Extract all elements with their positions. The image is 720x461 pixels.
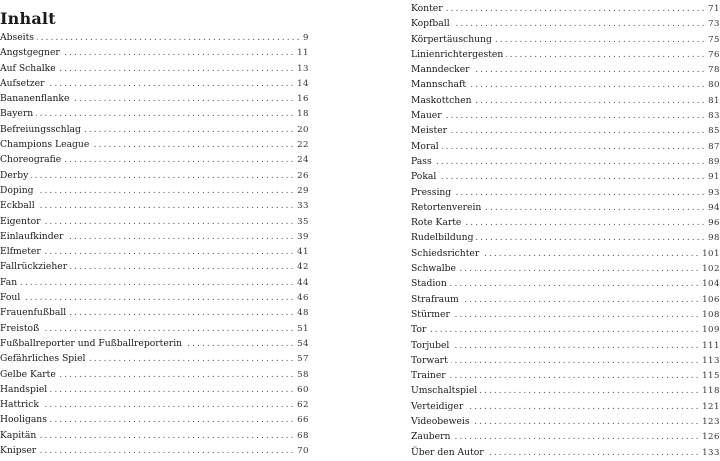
dot-leader: [506, 48, 704, 63]
toc-entry-title: Bayern: [0, 108, 34, 120]
dot-leader: [450, 124, 704, 139]
toc-entry-page-number: 51: [297, 323, 309, 334]
dot-leader: [38, 199, 293, 214]
dot-leader: [475, 94, 705, 109]
dot-leader: [20, 276, 293, 291]
toc-entry-title: Angstgegner: [0, 47, 60, 59]
toc-entry[interactable]: [0, 45, 309, 60]
toc-entry-page-number: 81: [708, 95, 720, 106]
toc-entry-page-number: 126: [702, 432, 720, 443]
toc-entry-title: Hooligans: [0, 414, 47, 426]
toc-entry-title: Rote Karte: [411, 217, 462, 229]
toc-entry-title: Fan: [0, 276, 18, 288]
toc-entry-page-number: 85: [708, 126, 720, 137]
toc-entry[interactable]: [411, 399, 720, 414]
dot-leader: [23, 291, 293, 306]
toc-entry[interactable]: [411, 414, 720, 429]
dot-leader: [442, 140, 704, 155]
toc-entry[interactable]: [411, 47, 720, 62]
dot-leader: [37, 184, 294, 199]
toc-entry[interactable]: [411, 230, 720, 245]
toc-entry-title: Choreografie: [0, 154, 62, 166]
dot-leader: [480, 384, 698, 399]
toc-entry-title: Torjubel: [411, 339, 450, 351]
toc-entry-title: Befreiungsschlag: [0, 123, 81, 135]
toc-entry[interactable]: [0, 106, 309, 121]
dot-leader: [70, 260, 293, 275]
dot-leader: [450, 277, 698, 292]
toc-entry-page-number: 24: [297, 155, 309, 166]
toc-entry-page-number: 78: [708, 65, 720, 76]
toc-entry[interactable]: [0, 412, 309, 427]
toc-entry[interactable]: [411, 1, 720, 16]
dot-leader: [50, 413, 293, 428]
toc-entry-title: Torwart: [411, 354, 448, 366]
toc-entry[interactable]: [411, 322, 720, 337]
toc-entry-title: Foul: [0, 292, 21, 304]
toc-entry-page-number: 13: [297, 63, 309, 74]
toc-entry[interactable]: [411, 338, 720, 353]
toc-entry-title: Eckball: [0, 200, 35, 212]
toc-entry-title: Retortenverein: [411, 201, 482, 213]
toc-entry-page-number: 91: [708, 172, 720, 183]
toc-entry-page-number: 108: [702, 309, 720, 320]
toc-entry-page-number: 9: [303, 33, 309, 43]
toc-entry[interactable]: [0, 61, 309, 76]
toc-entry-title: Tor: [411, 324, 427, 336]
toc-entry-page-number: 70: [297, 446, 309, 457]
toc-entry-title: Linienrichtergesten: [411, 48, 504, 60]
toc-entry[interactable]: [0, 382, 309, 397]
toc-entry-title: Frauenfußball: [0, 307, 67, 319]
dot-leader: [69, 306, 293, 321]
toc-entry[interactable]: [0, 351, 309, 366]
toc-entry-title: Bananenflanke: [0, 93, 70, 105]
toc-entry[interactable]: [411, 368, 720, 383]
toc-entry[interactable]: [0, 183, 309, 198]
toc-entry-page-number: 113: [702, 355, 720, 366]
dot-leader: [495, 33, 704, 48]
dot-leader: [64, 153, 293, 168]
toc-entry[interactable]: [411, 108, 720, 123]
toc-entry[interactable]: [411, 292, 720, 307]
toc-entry[interactable]: [411, 77, 720, 92]
toc-entry-page-number: 42: [297, 262, 309, 273]
toc-entry-title: Eigentor: [0, 215, 41, 227]
dot-leader: [445, 109, 704, 124]
toc-entry-page-number: 75: [708, 34, 720, 45]
dot-leader: [459, 262, 698, 277]
toc-entry-page-number: 106: [702, 294, 720, 305]
toc-entry[interactable]: [0, 336, 309, 351]
toc-column-left: [0, 30, 309, 458]
toc-entry-title: Moral: [411, 140, 439, 152]
dot-leader: [66, 230, 293, 245]
dot-leader: [454, 186, 704, 201]
dot-leader: [42, 398, 293, 413]
toc-entry-page-number: 80: [708, 80, 720, 91]
toc-entry-page-number: 54: [297, 338, 309, 349]
toc-entry-page-number: 33: [297, 201, 309, 212]
toc-entry[interactable]: [0, 152, 309, 167]
toc-entry-title: Schiedsrichter: [411, 247, 480, 259]
toc-entry-page-number: 48: [297, 308, 309, 319]
toc-entry[interactable]: [411, 246, 720, 261]
toc-entry-page-number: 93: [708, 187, 720, 198]
toc-entry-page-number: 39: [297, 231, 309, 242]
dot-leader: [452, 339, 698, 354]
toc-entry-page-number: 133: [702, 447, 720, 458]
toc-entry[interactable]: [0, 91, 309, 106]
toc-entry-page-number: 68: [297, 430, 309, 441]
dot-leader: [47, 77, 293, 92]
toc-entry[interactable]: [411, 383, 720, 398]
toc-entry-title: Mauer: [411, 110, 442, 122]
dot-leader: [185, 337, 293, 352]
toc-entry-page-number: 18: [297, 109, 309, 120]
toc-entry-title: Einlaufkinder: [0, 230, 64, 242]
dot-leader: [44, 245, 293, 260]
toc-entry-page-number: 123: [702, 417, 720, 428]
toc-entry-title: Handspiel: [0, 383, 48, 395]
dot-leader: [31, 169, 293, 184]
toc-entry-title: Kapitän: [0, 429, 37, 441]
toc-entry-title: Fallrückzieher: [0, 261, 68, 273]
toc-entry-page-number: 26: [297, 170, 309, 181]
dot-leader: [50, 383, 293, 398]
dot-leader: [42, 322, 293, 337]
toc-entry-page-number: 71: [708, 4, 720, 14]
toc-entry-title: Abseits: [0, 32, 35, 43]
toc-entry-title: Stürmer: [411, 308, 450, 320]
dot-leader: [439, 170, 704, 185]
toc-entry-page-number: 87: [708, 141, 720, 152]
toc-entry[interactable]: [411, 62, 720, 77]
toc-column-right: [411, 1, 720, 460]
toc-entry-page-number: 83: [708, 111, 720, 122]
toc-entry-title: Körpertäuschung: [411, 33, 492, 45]
toc-entry[interactable]: [411, 169, 720, 184]
toc-entry-title: Trainer: [411, 370, 446, 382]
toc-entry-page-number: 29: [297, 185, 309, 196]
toc-entry[interactable]: [0, 259, 309, 274]
toc-entry-page-number: 101: [702, 248, 720, 259]
toc-entry-page-number: 41: [297, 247, 309, 258]
dot-leader: [429, 323, 698, 338]
toc-entry[interactable]: [411, 139, 720, 154]
toc-entry[interactable]: [411, 276, 720, 291]
toc-entry-page-number: 89: [708, 156, 720, 167]
toc-entry-title: Rudelbildung: [411, 232, 474, 244]
dot-leader: [37, 31, 299, 46]
toc-entry-title: Meister: [411, 125, 448, 137]
toc-entry[interactable]: [0, 367, 309, 382]
dot-leader: [39, 429, 293, 444]
dot-leader: [39, 444, 293, 459]
toc-entry-page-number: 62: [297, 400, 309, 411]
toc-entry-title: Kopfball: [411, 18, 450, 30]
dot-leader: [88, 352, 293, 367]
dot-leader: [473, 415, 699, 430]
dot-leader: [59, 62, 293, 77]
toc-entry-page-number: 76: [708, 49, 720, 60]
dot-leader: [44, 215, 294, 230]
dot-leader: [435, 155, 704, 170]
toc-entry-title: Videobeweis: [411, 416, 470, 428]
toc-entry-page-number: 96: [708, 218, 720, 229]
toc-entry-page-number: 102: [702, 264, 720, 275]
toc-entry-title: Pokal: [411, 171, 437, 183]
toc-entry-title: Mannschaft: [411, 79, 467, 91]
toc-entry-page-number: 58: [297, 369, 309, 380]
toc-entry-page-number: 14: [297, 78, 309, 89]
dot-leader: [36, 107, 293, 122]
toc-entry-page-number: 46: [297, 293, 309, 304]
toc-entry[interactable]: [411, 261, 720, 276]
dot-leader: [466, 400, 698, 415]
toc-entry[interactable]: [411, 445, 720, 460]
toc-entry[interactable]: [411, 215, 720, 230]
toc-entry-title: Hattrick: [0, 399, 39, 411]
dot-leader: [451, 354, 698, 369]
toc-entry[interactable]: [0, 30, 309, 45]
toc-entry[interactable]: [0, 122, 309, 137]
toc-entry-title: Umschaltspiel: [411, 385, 478, 397]
dot-leader: [449, 369, 698, 384]
toc-entry-title: Champions League: [0, 139, 90, 151]
toc-entry[interactable]: [411, 32, 720, 47]
toc-entry[interactable]: [0, 244, 309, 259]
toc-entry[interactable]: [0, 229, 309, 244]
toc-entry[interactable]: [0, 443, 309, 458]
toc-entry[interactable]: [411, 429, 720, 444]
toc-entry-page-number: 118: [702, 386, 720, 397]
toc-entry-title: Pressing: [411, 186, 452, 198]
dot-leader: [482, 247, 698, 262]
toc-entry-title: Knipser: [0, 445, 37, 457]
toc-entry[interactable]: [411, 307, 720, 322]
toc-entry-page-number: 35: [297, 216, 309, 227]
toc-entry[interactable]: [0, 137, 309, 152]
toc-entry[interactable]: [0, 321, 309, 336]
toc-entry[interactable]: [411, 185, 720, 200]
toc-entry-page-number: 22: [297, 140, 309, 151]
toc-entry-title: Schwalbe: [411, 263, 456, 275]
dot-leader: [473, 63, 704, 78]
toc-entry-title: Strafraum: [411, 293, 459, 305]
toc-entry[interactable]: [411, 353, 720, 368]
toc-entry[interactable]: [0, 275, 309, 290]
dot-leader: [92, 138, 293, 153]
toc-entry-title: Konter: [411, 3, 443, 14]
toc-entry-title: Verteidiger: [411, 400, 464, 412]
toc-entry-title: Stadion: [411, 278, 447, 290]
toc-entry[interactable]: [0, 214, 309, 229]
dot-leader: [464, 216, 704, 231]
toc-entry-title: Doping: [0, 184, 34, 196]
toc-entry-title: Manndecker: [411, 64, 470, 76]
toc-entry-title: Aufsetzer: [0, 77, 45, 89]
dot-leader: [72, 92, 293, 107]
toc-entry[interactable]: [0, 428, 309, 443]
toc-entry-title: Gefährliches Spiel: [0, 353, 86, 365]
toc-entry-page-number: 66: [297, 415, 309, 426]
toc-entry[interactable]: [411, 16, 720, 31]
toc-entry[interactable]: [0, 397, 309, 412]
toc-entry[interactable]: [0, 168, 309, 183]
toc-entry-page-number: 16: [297, 94, 309, 105]
toc-entry-page-number: 115: [702, 371, 720, 382]
toc-entry-page-number: 73: [708, 19, 720, 30]
toc-entry[interactable]: [411, 123, 720, 138]
toc-entry[interactable]: [411, 200, 720, 215]
toc-entry[interactable]: [411, 154, 720, 169]
dot-leader: [476, 231, 704, 246]
toc-entry-page-number: 44: [297, 277, 309, 288]
dot-leader: [487, 446, 698, 461]
toc-entry-title: Über den Autor: [411, 446, 484, 458]
page-title: Inhalt: [0, 8, 56, 28]
dot-leader: [59, 368, 293, 383]
toc-entry-page-number: 109: [702, 325, 720, 336]
toc-entry[interactable]: [0, 76, 309, 91]
dot-leader: [453, 430, 698, 445]
dot-leader: [484, 201, 704, 216]
toc-entry[interactable]: [0, 290, 309, 305]
dot-leader: [469, 78, 704, 93]
toc-entry-title: Pass: [411, 155, 432, 167]
toc-entry-page-number: 121: [702, 401, 720, 412]
dot-leader: [84, 123, 293, 138]
dot-leader: [446, 2, 704, 17]
toc-entry-page-number: 111: [702, 340, 720, 351]
toc-entry-title: Auf Schalke: [0, 62, 56, 74]
toc-entry-title: Fußballreporter und Fußballreporterin: [0, 337, 183, 349]
toc-entry-title: Freistoß: [0, 322, 40, 334]
toc-entry-title: Maskottchen: [411, 94, 472, 106]
toc-entry-title: Gelbe Karte: [0, 368, 56, 380]
toc-entry[interactable]: [0, 305, 309, 320]
toc-entry-page-number: 57: [297, 354, 309, 365]
dot-leader: [63, 46, 293, 61]
dot-leader: [453, 17, 704, 32]
toc-entry-page-number: 20: [297, 124, 309, 135]
toc-entry-page-number: 104: [702, 279, 720, 290]
toc-entry-page-number: 98: [708, 233, 720, 244]
toc-entry[interactable]: [411, 93, 720, 108]
toc-entry-title: Elfmeter: [0, 246, 41, 258]
toc-entry-title: Zaubern: [411, 431, 451, 443]
toc-entry-page-number: 94: [708, 202, 720, 213]
dot-leader: [453, 308, 698, 323]
dot-leader: [462, 293, 698, 308]
toc-entry[interactable]: [0, 198, 309, 213]
toc-entry-page-number: 11: [297, 48, 309, 59]
toc-entry-page-number: 60: [297, 384, 309, 395]
toc-entry-title: Derby: [0, 169, 29, 181]
